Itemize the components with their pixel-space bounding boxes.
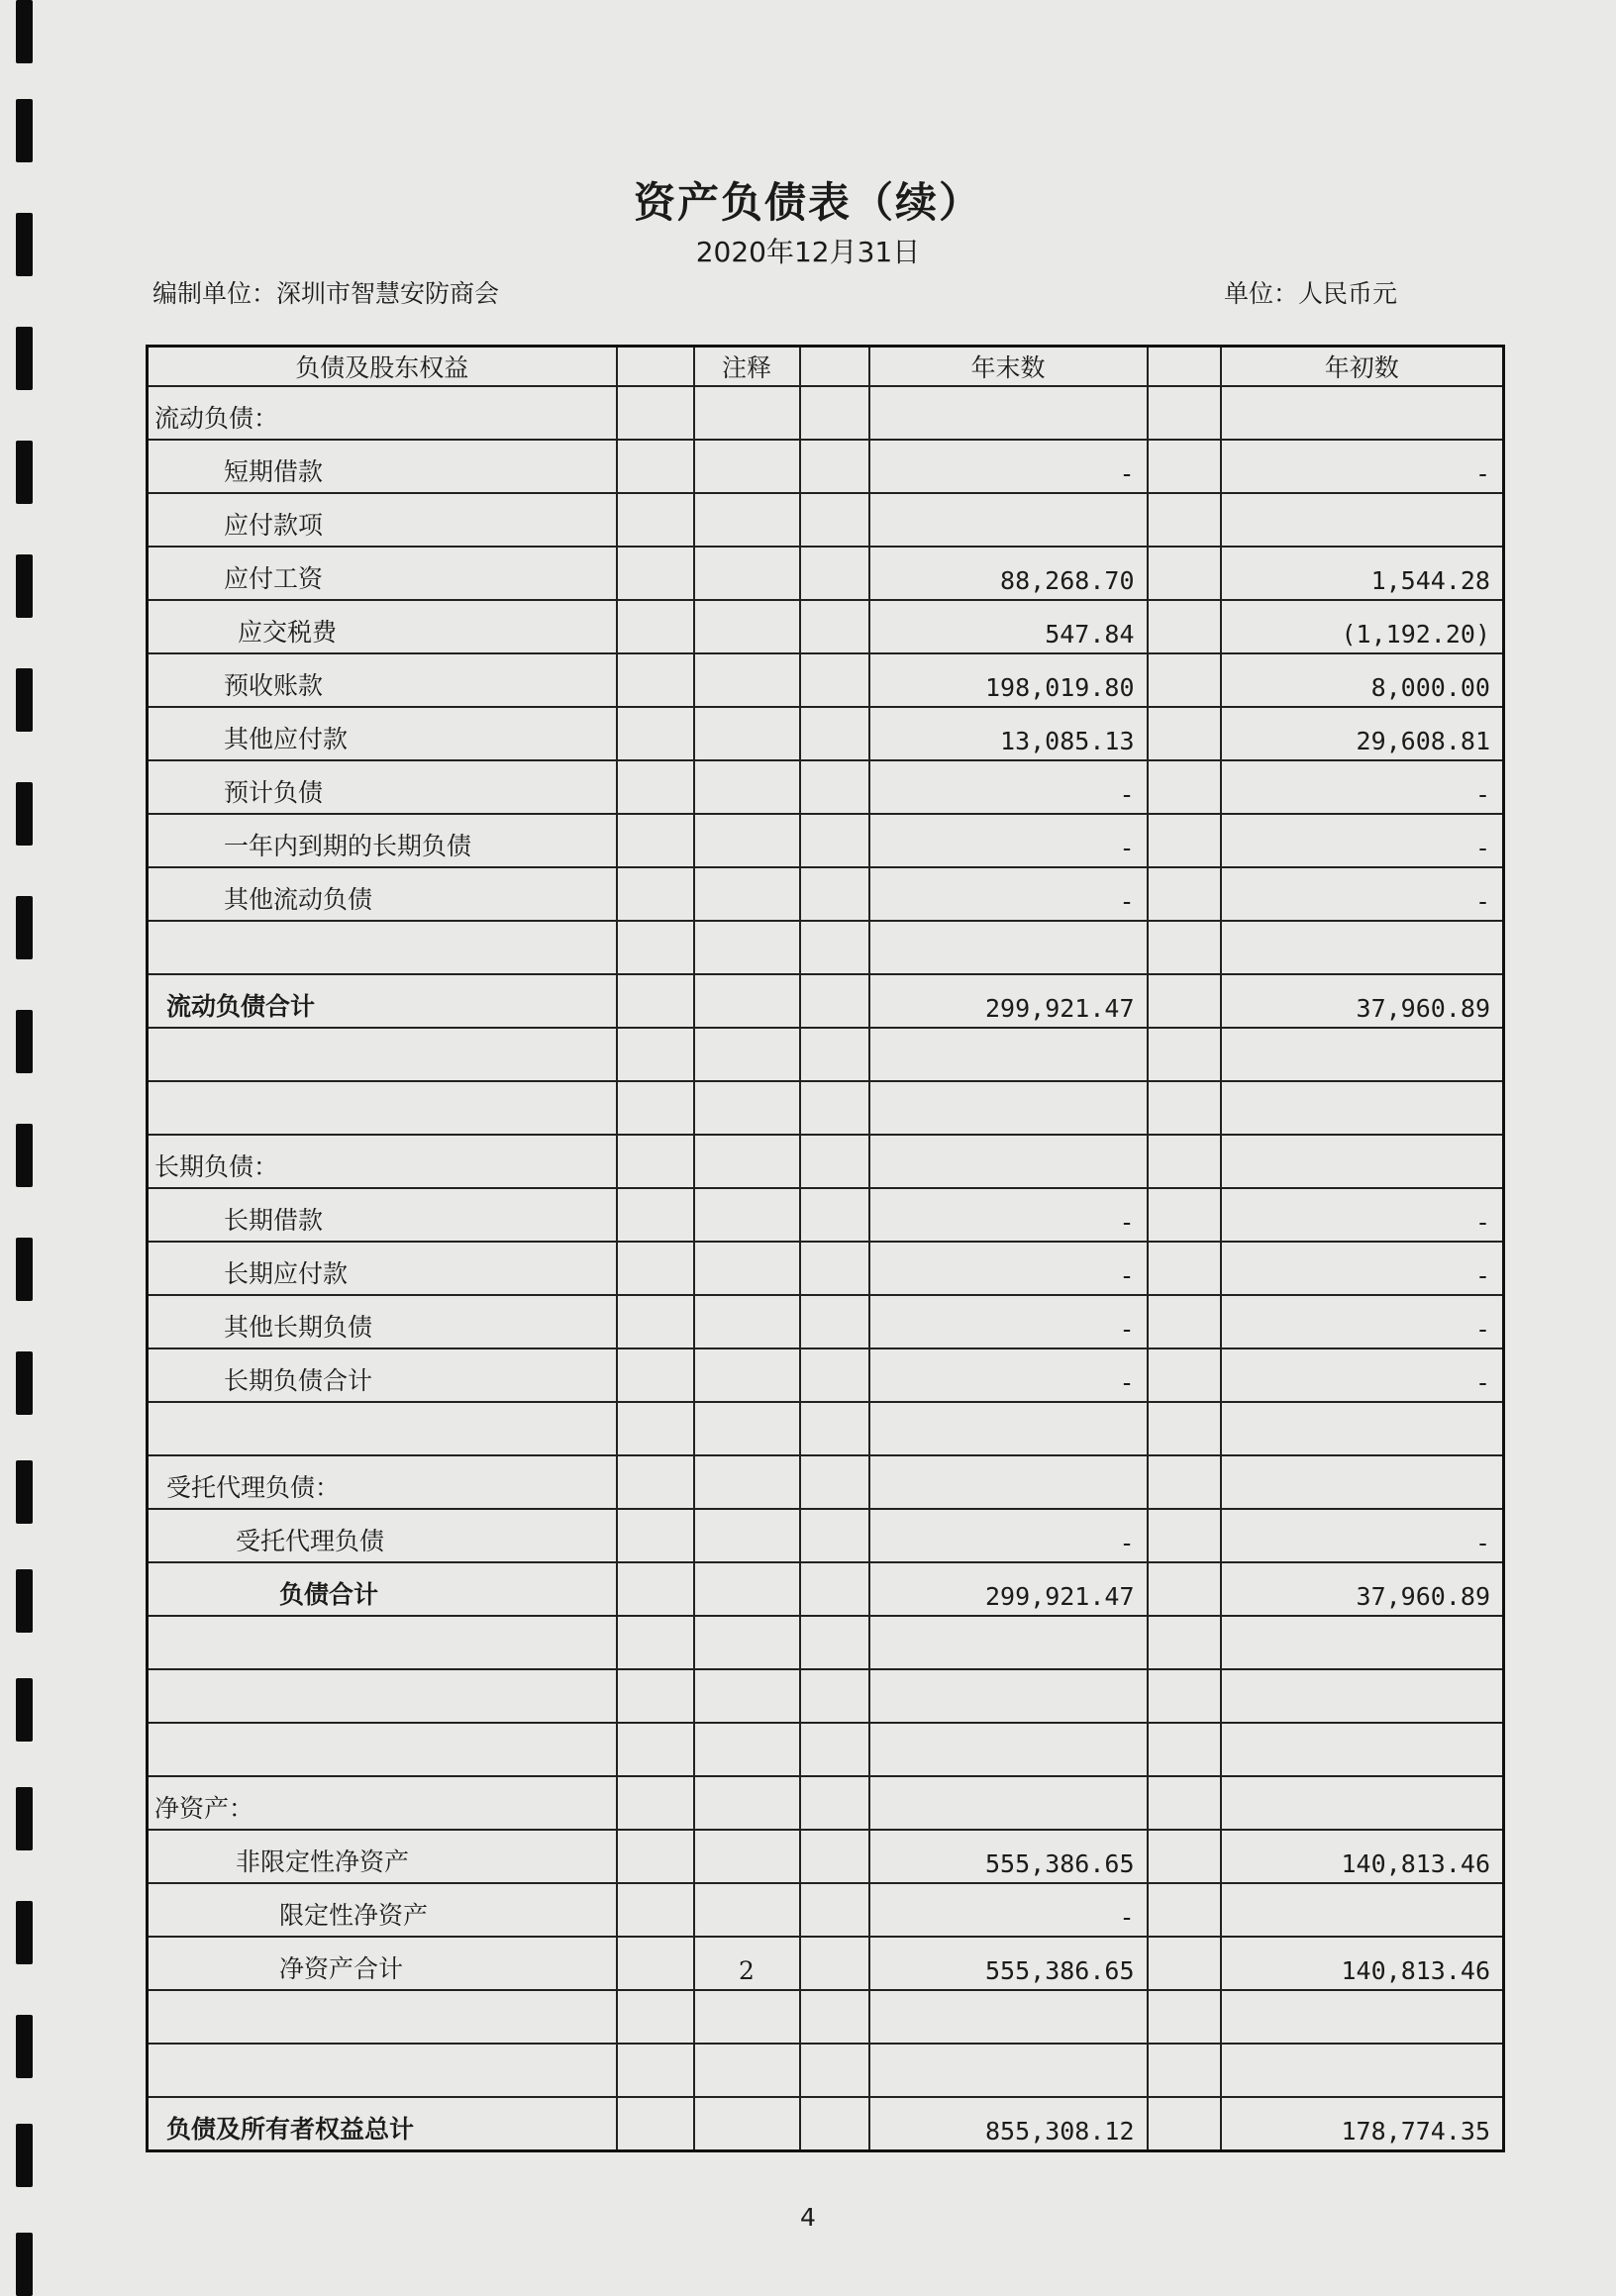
row-note xyxy=(694,1135,800,1188)
row-note xyxy=(694,974,800,1028)
row-year-end-value xyxy=(869,2044,1148,2097)
row-note xyxy=(694,653,800,707)
table-header-row xyxy=(148,347,1504,387)
row-label xyxy=(148,1081,617,1135)
row-year-end-value: - xyxy=(869,440,1148,493)
row-label: 短期借款 xyxy=(148,440,617,493)
row-year-end-value xyxy=(869,1028,1148,1081)
row-year-begin-value: 37,960.89 xyxy=(1221,1562,1504,1616)
table-row xyxy=(148,1188,1504,1242)
table-row xyxy=(148,1509,1504,1562)
binding-holes xyxy=(16,0,36,2292)
table-row xyxy=(148,1402,1504,1455)
table-row xyxy=(148,2044,1504,2097)
row-label: 长期负债： xyxy=(148,1135,617,1188)
row-note xyxy=(694,1669,800,1723)
table-row xyxy=(148,1295,1504,1348)
row-year-end-value xyxy=(869,921,1148,974)
row-note xyxy=(694,440,800,493)
row-label: 长期借款 xyxy=(148,1188,617,1242)
header-year-begin: 年初数 xyxy=(1221,347,1504,387)
binding-mark xyxy=(16,441,33,504)
row-note xyxy=(694,547,800,600)
row-year-end-value: 547.84 xyxy=(869,600,1148,653)
row-label: 流动负债合计 xyxy=(148,974,617,1028)
table-row xyxy=(148,493,1504,547)
binding-mark xyxy=(16,1351,33,1415)
row-note xyxy=(694,2097,800,2151)
row-note xyxy=(694,1188,800,1242)
table-row xyxy=(148,547,1504,600)
row-year-end-value xyxy=(869,1455,1148,1509)
row-note xyxy=(694,1883,800,1937)
row-note xyxy=(694,1990,800,2044)
header-note: 注释 xyxy=(694,347,800,387)
binding-mark xyxy=(16,1678,33,1742)
row-year-end-value: 855,308.12 xyxy=(869,2097,1148,2151)
row-label: 其他流动负债 xyxy=(148,867,617,921)
row-note xyxy=(694,1562,800,1616)
row-label xyxy=(148,1028,617,1081)
row-year-end-value: 555,386.65 xyxy=(869,1830,1148,1883)
row-note xyxy=(694,1616,800,1669)
row-note xyxy=(694,2044,800,2097)
table-row xyxy=(148,1081,1504,1135)
row-year-begin-value: - xyxy=(1221,1188,1504,1242)
balance-sheet-table xyxy=(146,345,1505,2152)
row-year-end-value: 198,019.80 xyxy=(869,653,1148,707)
row-note xyxy=(694,1402,800,1455)
binding-mark xyxy=(16,2233,33,2296)
page-title: 资产负债表（续） xyxy=(633,178,982,227)
row-year-begin-value xyxy=(1221,386,1504,440)
table-row xyxy=(148,1669,1504,1723)
table-row xyxy=(148,1135,1504,1188)
row-note xyxy=(694,600,800,653)
row-year-begin-value xyxy=(1221,1135,1504,1188)
row-year-begin-value: - xyxy=(1221,1348,1504,1402)
row-year-begin-value xyxy=(1221,1455,1504,1509)
binding-mark xyxy=(16,782,33,846)
binding-mark xyxy=(16,1238,33,1301)
row-label: 净资产合计 xyxy=(148,1937,617,1990)
binding-mark xyxy=(16,327,33,390)
table-row xyxy=(148,1723,1504,1776)
row-year-end-value: - xyxy=(869,867,1148,921)
row-year-begin-value: 178,774.35 xyxy=(1221,2097,1504,2151)
row-year-begin-value xyxy=(1221,1669,1504,1723)
row-year-begin-value xyxy=(1221,493,1504,547)
table-body xyxy=(148,386,1504,2151)
row-year-end-value xyxy=(869,1776,1148,1830)
row-note xyxy=(694,814,800,867)
row-year-begin-value: - xyxy=(1221,760,1504,814)
binding-mark xyxy=(16,99,33,162)
row-year-end-value xyxy=(869,1402,1148,1455)
row-note xyxy=(694,1723,800,1776)
binding-mark xyxy=(16,1460,33,1524)
table-row xyxy=(148,814,1504,867)
row-note xyxy=(694,386,800,440)
table-row xyxy=(148,1616,1504,1669)
row-label: 受托代理负债 xyxy=(148,1509,617,1562)
row-year-end-value xyxy=(869,1990,1148,2044)
table-row xyxy=(148,1242,1504,1295)
binding-mark xyxy=(16,554,33,618)
table-row xyxy=(148,1348,1504,1402)
row-note xyxy=(694,1830,800,1883)
row-year-begin-value xyxy=(1221,1723,1504,1776)
row-year-end-value xyxy=(869,1135,1148,1188)
table-row xyxy=(148,1455,1504,1509)
row-year-begin-value xyxy=(1221,1081,1504,1135)
row-label xyxy=(148,1990,617,2044)
row-label: 受托代理负债： xyxy=(148,1455,617,1509)
row-label xyxy=(148,1669,617,1723)
binding-mark xyxy=(16,1124,33,1187)
row-year-begin-value: - xyxy=(1221,1509,1504,1562)
row-year-begin-value: 1,544.28 xyxy=(1221,547,1504,600)
row-label: 负债及所有者权益总计 xyxy=(148,2097,617,2151)
binding-mark xyxy=(16,1901,33,1964)
binding-mark xyxy=(16,1569,33,1633)
binding-mark xyxy=(16,668,33,732)
row-year-begin-value: 140,813.46 xyxy=(1221,1830,1504,1883)
page-number: 4 xyxy=(800,2203,816,2232)
binding-mark xyxy=(16,896,33,959)
row-year-end-value: 88,268.70 xyxy=(869,547,1148,600)
row-label: 限定性净资产 xyxy=(148,1883,617,1937)
row-year-end-value xyxy=(869,1081,1148,1135)
table-row xyxy=(148,1028,1504,1081)
header-item: 负债及股东权益 xyxy=(148,347,617,387)
table-row xyxy=(148,386,1504,440)
table-row xyxy=(148,1990,1504,2044)
table-row xyxy=(148,653,1504,707)
row-year-begin-value: - xyxy=(1221,1295,1504,1348)
row-label: 应付工资 xyxy=(148,547,617,600)
row-label: 应付款项 xyxy=(148,493,617,547)
row-year-end-value xyxy=(869,386,1148,440)
table-row xyxy=(148,1830,1504,1883)
row-label: 一年内到期的长期负债 xyxy=(148,814,617,867)
row-year-end-value xyxy=(869,1723,1148,1776)
binding-mark xyxy=(16,2124,33,2187)
row-label xyxy=(148,921,617,974)
row-note xyxy=(694,867,800,921)
table-row xyxy=(148,1562,1504,1616)
row-year-end-value: - xyxy=(869,1509,1148,1562)
table-row xyxy=(148,2097,1504,2151)
row-year-end-value: 13,085.13 xyxy=(869,707,1148,760)
row-note xyxy=(694,1028,800,1081)
row-note xyxy=(694,1776,800,1830)
row-year-begin-value: 29,608.81 xyxy=(1221,707,1504,760)
row-year-begin-value: 37,960.89 xyxy=(1221,974,1504,1028)
row-label xyxy=(148,1616,617,1669)
table-row xyxy=(148,1937,1504,1990)
row-year-begin-value xyxy=(1221,921,1504,974)
row-note xyxy=(694,1242,800,1295)
row-year-end-value: - xyxy=(869,1242,1148,1295)
row-note xyxy=(694,1081,800,1135)
row-label: 应交税费 xyxy=(148,600,617,653)
table-row xyxy=(148,1883,1504,1937)
currency-unit: 单位：人民币元 xyxy=(1224,279,1398,308)
table-row xyxy=(148,1776,1504,1830)
row-year-begin-value: 8,000.00 xyxy=(1221,653,1504,707)
row-year-end-value: 299,921.47 xyxy=(869,1562,1148,1616)
row-year-begin-value xyxy=(1221,1028,1504,1081)
row-label: 预收账款 xyxy=(148,653,617,707)
row-year-end-value xyxy=(869,1616,1148,1669)
row-note xyxy=(694,1509,800,1562)
preparing-organization: 编制单位：深圳市智慧安防商会 xyxy=(152,279,500,308)
row-note: 2 xyxy=(694,1937,800,1990)
row-year-begin-value: - xyxy=(1221,440,1504,493)
row-year-end-value: - xyxy=(869,760,1148,814)
row-label: 其他长期负债 xyxy=(148,1295,617,1348)
row-year-begin-value: - xyxy=(1221,867,1504,921)
row-year-end-value: - xyxy=(869,1295,1148,1348)
row-note xyxy=(694,707,800,760)
row-note xyxy=(694,760,800,814)
row-year-end-value xyxy=(869,493,1148,547)
row-year-end-value: - xyxy=(869,1883,1148,1937)
table-row xyxy=(148,440,1504,493)
table-row xyxy=(148,867,1504,921)
row-note xyxy=(694,493,800,547)
row-label: 长期应付款 xyxy=(148,1242,617,1295)
row-label: 净资产： xyxy=(148,1776,617,1830)
row-year-begin-value: 140,813.46 xyxy=(1221,1937,1504,1990)
row-label: 非限定性净资产 xyxy=(148,1830,617,1883)
row-year-begin-value xyxy=(1221,1776,1504,1830)
row-label: 长期负债合计 xyxy=(148,1348,617,1402)
row-year-end-value: - xyxy=(869,1348,1148,1402)
row-label: 预计负债 xyxy=(148,760,617,814)
report-date: 2020年12月31日 xyxy=(695,236,921,268)
table-row xyxy=(148,707,1504,760)
row-year-begin-value: (1,192.20) xyxy=(1221,600,1504,653)
row-year-begin-value xyxy=(1221,2044,1504,2097)
row-note xyxy=(694,921,800,974)
row-year-end-value: 555,386.65 xyxy=(869,1937,1148,1990)
row-note xyxy=(694,1348,800,1402)
row-label xyxy=(148,1402,617,1455)
table-row xyxy=(148,760,1504,814)
binding-mark xyxy=(16,0,33,63)
row-label xyxy=(148,1723,617,1776)
table-row xyxy=(148,600,1504,653)
row-year-begin-value xyxy=(1221,1883,1504,1937)
row-label: 负债合计 xyxy=(148,1562,617,1616)
binding-mark xyxy=(16,2015,33,2078)
row-label xyxy=(148,2044,617,2097)
row-year-end-value: 299,921.47 xyxy=(869,974,1148,1028)
table-row xyxy=(148,974,1504,1028)
binding-mark xyxy=(16,1787,33,1850)
row-year-end-value: - xyxy=(869,1188,1148,1242)
row-year-end-value: - xyxy=(869,814,1148,867)
binding-mark xyxy=(16,1010,33,1073)
row-year-begin-value: - xyxy=(1221,1242,1504,1295)
row-year-begin-value xyxy=(1221,1616,1504,1669)
row-year-begin-value xyxy=(1221,1402,1504,1455)
table-row xyxy=(148,921,1504,974)
row-note xyxy=(694,1455,800,1509)
header-year-end: 年末数 xyxy=(869,347,1148,387)
row-note xyxy=(694,1295,800,1348)
row-label: 其他应付款 xyxy=(148,707,617,760)
row-label: 流动负债： xyxy=(148,386,617,440)
row-year-end-value xyxy=(869,1669,1148,1723)
row-year-begin-value: - xyxy=(1221,814,1504,867)
row-year-begin-value xyxy=(1221,1990,1504,2044)
